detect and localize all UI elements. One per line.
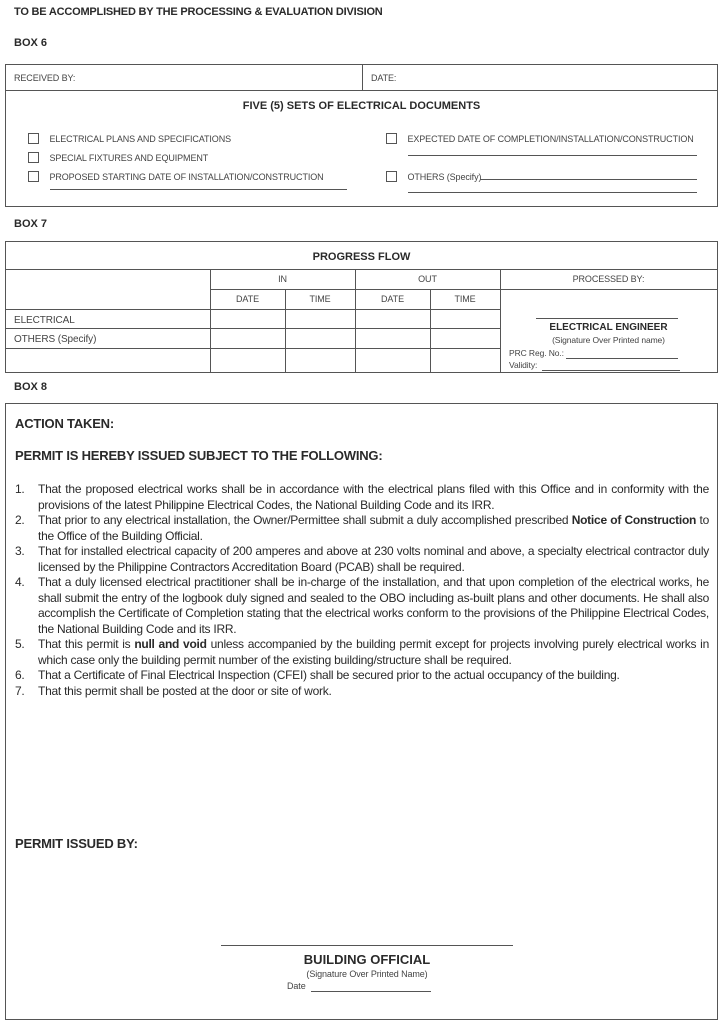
box6-label: BOX 6 bbox=[14, 37, 48, 49]
divider bbox=[6, 309, 500, 310]
divider bbox=[210, 269, 211, 372]
divider bbox=[210, 289, 717, 290]
others-specify-input[interactable] bbox=[480, 179, 697, 180]
condition-item bbox=[15, 684, 709, 700]
in-date-header: DATE bbox=[236, 294, 259, 304]
checkbox-icon[interactable] bbox=[386, 133, 397, 144]
progress-flow-title: PROGRESS FLOW bbox=[312, 251, 411, 263]
checkbox-others[interactable]: OTHERS (Specify) bbox=[386, 169, 475, 187]
box7-label: BOX 7 bbox=[14, 218, 48, 230]
condition-text: unless accompanied by the building permit except for projects involving purely electrical works in which case only the building permit number of the existing building/structure shall be required. bbox=[38, 637, 709, 667]
checkbox-icon[interactable] bbox=[28, 133, 39, 144]
divider bbox=[6, 90, 717, 91]
processed-by-header: PROCESSED BY: bbox=[572, 274, 645, 284]
condition-number: 4. bbox=[15, 575, 25, 589]
box6-frame bbox=[5, 64, 718, 207]
permit-conditions-heading: PERMIT IS HEREBY ISSUED SUBJECT TO THE FOLLOWING: bbox=[15, 448, 383, 463]
row-label-electrical: ELECTRICAL bbox=[14, 315, 75, 326]
checkbox-electrical-plans[interactable]: ELECTRICAL PLANS AND SPECIFICATIONS bbox=[28, 131, 225, 149]
condition-number: 7. bbox=[15, 683, 25, 698]
division-header: TO BE ACCOMPLISHED BY THE PROCESSING & EVALUATION DIVISION bbox=[14, 6, 383, 18]
condition-number: 3. bbox=[15, 544, 25, 558]
condition-text: That a Certificate of Final Electrical Inspection (CFEI) shall be secured prior to the actual occupancy of the building. bbox=[38, 668, 620, 682]
official-date-label: Date bbox=[287, 981, 306, 991]
building-official-signature-line[interactable] bbox=[221, 945, 513, 946]
divider bbox=[500, 269, 501, 372]
checkbox-proposed-start-date[interactable]: PROPOSED STARTING DATE OF INSTALLATION/CONSTRUCTION bbox=[28, 169, 318, 187]
condition-text: That a duly licensed electrical practitioner shall be in-charge of the installation, and that upon completion of the electrical works, he shall submit the entry of the logbook duly signed and sealed to the OBO including as-built plans and other documents. He shall also accomplish the Certificate of Completion stating that the electrical works conform to the provisions of the Philippine Electrical Codes, the National Building Code and its IRR. bbox=[38, 575, 709, 636]
date-field[interactable]: DATE: bbox=[371, 73, 397, 83]
in-header: IN bbox=[278, 274, 287, 284]
condition-item bbox=[15, 544, 709, 575]
building-official-caption: (Signature Over Printed Name) bbox=[306, 969, 428, 979]
in-time-header: TIME bbox=[309, 294, 331, 304]
engineer-title: ELECTRICAL ENGINEER bbox=[549, 322, 668, 333]
expected-completion-input[interactable] bbox=[408, 155, 697, 156]
condition-text: That this permit shall be posted at the door or site of work. bbox=[38, 683, 332, 698]
validity-label: Validity: bbox=[509, 360, 538, 370]
condition-text: That the proposed electrical works shall be in accordance with the electrical plans filed with this Office and in conformity with the provisions of the latest Philippine Electrical Codes, the National Building Code and its IRR. bbox=[38, 482, 709, 512]
condition-item bbox=[15, 668, 709, 684]
checkbox-special-fixtures[interactable]: SPECIAL FIXTURES AND EQUIPMENT bbox=[28, 150, 202, 168]
divider bbox=[362, 65, 363, 90]
permit-conditions-list bbox=[15, 482, 709, 699]
divider bbox=[6, 269, 717, 270]
condition-text: That prior to any electrical installation, the Owner/Permittee shall submit a duly accomplished prescribed bbox=[38, 513, 572, 527]
documents-section-title: FIVE (5) SETS OF ELECTRICAL DOCUMENTS bbox=[242, 100, 481, 112]
checkbox-expected-completion[interactable]: EXPECTED DATE OF COMPLETION/INSTALLATION/CONSTRUCTION bbox=[386, 131, 688, 149]
condition-text: That for installed electrical capacity of 200 amperes and above at 230 volts nominal and above, a specialty electrical contractor duly licensed by the Philippine Contractors Accreditation Board (PCAB) shall be required. bbox=[38, 544, 709, 574]
condition-bold-text: Notice of Construction bbox=[571, 513, 697, 527]
out-time-header: TIME bbox=[454, 294, 476, 304]
engineer-signature-line[interactable] bbox=[536, 318, 678, 319]
proposed-start-date-input[interactable] bbox=[50, 189, 347, 190]
action-taken-label: ACTION TAKEN: bbox=[15, 416, 114, 431]
out-header: OUT bbox=[418, 274, 437, 284]
validity-input[interactable] bbox=[542, 370, 680, 371]
divider bbox=[355, 269, 356, 372]
permit-issued-by-label: PERMIT ISSUED BY: bbox=[15, 836, 138, 851]
condition-item bbox=[15, 637, 709, 668]
row-label-others: OTHERS (Specify) bbox=[14, 334, 97, 345]
condition-bold-text: null and void bbox=[134, 637, 207, 651]
box8-frame bbox=[5, 403, 718, 1020]
received-by-field[interactable]: RECEIVED BY: bbox=[14, 73, 76, 83]
condition-number: 2. bbox=[15, 513, 25, 527]
engineer-signature-caption: (Signature Over Printed name) bbox=[552, 335, 665, 345]
checkbox-icon[interactable] bbox=[386, 171, 397, 182]
checkbox-icon[interactable] bbox=[28, 152, 39, 163]
others-specify-input-line2[interactable] bbox=[408, 192, 697, 193]
prc-reg-label: PRC Reg. No.: bbox=[509, 348, 564, 358]
progress-flow-table bbox=[5, 241, 718, 373]
condition-item bbox=[15, 575, 709, 637]
divider bbox=[6, 328, 500, 329]
official-date-input[interactable] bbox=[311, 991, 431, 992]
condition-number: 6. bbox=[15, 668, 25, 682]
condition-number: 1. bbox=[15, 482, 25, 496]
checkbox-icon[interactable] bbox=[28, 171, 39, 182]
prc-reg-input[interactable] bbox=[566, 358, 678, 359]
divider bbox=[6, 348, 500, 349]
condition-item bbox=[15, 482, 709, 513]
building-official-title: BUILDING OFFICIAL bbox=[303, 952, 431, 967]
condition-text: to the Office of the Building Official. bbox=[38, 513, 710, 543]
box8-label: BOX 8 bbox=[14, 381, 48, 393]
condition-text: That this permit is bbox=[38, 637, 135, 651]
condition-number: 5. bbox=[15, 637, 25, 651]
condition-item bbox=[15, 513, 709, 544]
out-date-header: DATE bbox=[381, 294, 404, 304]
